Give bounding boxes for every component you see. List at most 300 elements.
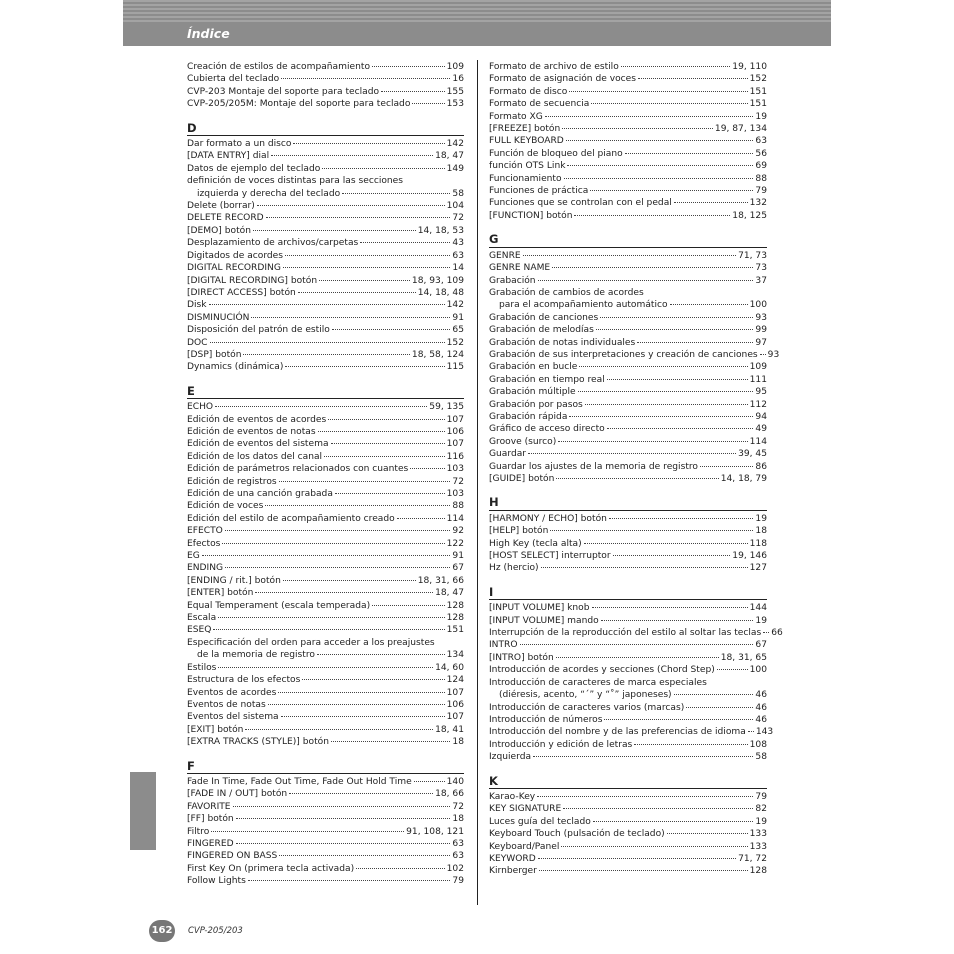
- entry-page-ref: 16: [452, 74, 464, 85]
- entry-term: Eventos del sistema: [187, 712, 279, 723]
- index-entry: [489, 374, 767, 386]
- dot-leader: [236, 843, 451, 844]
- dot-leader: [523, 255, 736, 256]
- index-entry: [489, 411, 767, 423]
- entry-term: Filtro: [187, 826, 210, 837]
- dot-leader: [607, 428, 754, 429]
- dot-leader: [218, 617, 444, 618]
- index-entry: [489, 602, 767, 614]
- entry-term: High Key (tecla alta): [489, 538, 582, 549]
- entry-term: [DEMO] botón: [187, 225, 251, 236]
- dot-leader: [569, 416, 753, 417]
- dot-leader: [569, 91, 747, 92]
- entry-term: Cubierta del teclado: [187, 74, 280, 85]
- dot-leader: [251, 317, 450, 318]
- entry-page-ref: 91: [452, 551, 464, 562]
- dot-leader: [218, 667, 433, 668]
- index-entry: [187, 525, 464, 537]
- dot-leader: [593, 821, 754, 822]
- section-letter-g: G: [489, 233, 767, 247]
- index-entry: [489, 436, 767, 448]
- dot-leader: [328, 419, 444, 420]
- entry-term: Eventos de acordes: [187, 687, 277, 698]
- entry-page-ref: 107: [446, 687, 464, 698]
- index-entry: Introducción de caracteres de marca especiales: [489, 677, 707, 688]
- index-entry: [489, 61, 767, 73]
- section-letter-e: E: [187, 385, 464, 399]
- index-entry: definición de voces distintas para las secciones: [187, 176, 404, 187]
- entry-page-ref: 18, 31, 66: [417, 575, 464, 586]
- entry-term: CVP-205/205M: Montaje del soporte para teclado: [187, 99, 411, 110]
- entry-page-ref: 86: [755, 461, 767, 472]
- entry-term: DOC: [187, 337, 208, 348]
- entry-page-ref: 46: [755, 702, 767, 713]
- entry-page-ref: 133: [749, 841, 767, 852]
- dot-leader: [748, 731, 754, 732]
- dot-leader: [556, 657, 719, 658]
- dot-leader: [331, 443, 445, 444]
- entry-page-ref: 58: [452, 188, 464, 199]
- index-entry: [489, 726, 774, 738]
- index-entry: [187, 813, 464, 825]
- index-entry: [187, 649, 464, 661]
- entry-term: FULL KEYBOARD: [489, 136, 564, 147]
- entry-term: [FUNCTION] botón: [489, 210, 573, 221]
- dot-leader: [562, 128, 713, 129]
- index-entry: [187, 312, 464, 324]
- entry-page-ref: 63: [755, 136, 767, 147]
- entry-term: DISMINUCIÓN: [187, 312, 250, 323]
- index-entry: [489, 399, 767, 411]
- entry-page-ref: 133: [749, 829, 767, 840]
- entry-term: Introducción del nombre y de las preferencias de idioma: [489, 727, 746, 738]
- dot-leader: [319, 280, 410, 281]
- index-entry: [489, 791, 767, 803]
- dot-leader: [331, 741, 450, 742]
- index-column-right: [489, 61, 783, 878]
- index-entry: [489, 816, 767, 828]
- section-letter-f: F: [187, 760, 464, 774]
- entry-page-ref: 106: [446, 426, 464, 437]
- entry-term: DIGITAL RECORDING: [187, 263, 281, 274]
- index-entry: [187, 699, 464, 711]
- dot-leader: [763, 632, 769, 633]
- entry-page-ref: 18, 31, 65: [720, 652, 767, 663]
- entry-term: izquierda y derecha del teclado: [197, 188, 341, 199]
- dot-leader: [265, 505, 450, 506]
- entry-term: Dynamics (dinámica): [187, 362, 284, 373]
- index-entry: [187, 426, 464, 438]
- entry-page-ref: 94: [755, 411, 767, 422]
- entry-term: Delete (borrar): [187, 201, 255, 212]
- index-entry: [187, 662, 464, 674]
- page-header: [123, 0, 831, 46]
- entry-page-ref: 124: [446, 675, 464, 686]
- entry-page-ref: 58: [755, 752, 767, 763]
- index-entry: [187, 163, 464, 175]
- entry-term: Grabación: [489, 275, 536, 286]
- entry-term: Funciones que se controlan con el pedal: [489, 198, 672, 209]
- dot-leader: [266, 217, 451, 218]
- entry-term: Grabación de sus interpretaciones y creación de canciones: [489, 349, 758, 360]
- dot-leader: [717, 669, 748, 670]
- index-entry: [187, 711, 464, 723]
- entry-page-ref: 19: [755, 615, 767, 626]
- entry-page-ref: 104: [446, 201, 464, 212]
- dot-leader: [211, 831, 404, 832]
- entry-page-ref: 116: [446, 451, 464, 462]
- entry-page-ref: 128: [749, 866, 767, 877]
- index-entry: [187, 337, 464, 349]
- entry-term: Grabación rápida: [489, 411, 568, 422]
- entry-term: Edición de registros: [187, 476, 277, 487]
- entry-term: [INPUT VOLUME] knob: [489, 603, 590, 614]
- entry-page-ref: 39, 45: [738, 449, 767, 460]
- entry-page-ref: 143: [755, 727, 774, 738]
- index-entry: [489, 361, 767, 373]
- entry-page-ref: 107: [446, 414, 464, 425]
- index-entry: [489, 714, 767, 726]
- entry-term: DELETE RECORD: [187, 213, 264, 224]
- index-entry: [489, 739, 767, 751]
- entry-page-ref: 67: [452, 563, 464, 574]
- dot-leader: [289, 793, 433, 794]
- entry-page-ref: 142: [446, 139, 464, 150]
- entry-term: Edición de los datos del canal: [187, 451, 323, 462]
- entry-page-ref: 72: [452, 476, 464, 487]
- entry-page-ref: 107: [446, 712, 464, 723]
- entry-page-ref: 88: [755, 173, 767, 184]
- index-entry: [187, 838, 464, 850]
- dot-leader: [760, 354, 766, 355]
- index-entry: [489, 197, 767, 209]
- entry-page-ref: 19, 110: [732, 62, 767, 72]
- entry-page-ref: 18, 47: [435, 151, 464, 162]
- column-divider: [477, 60, 478, 905]
- entry-term: [DIGITAL RECORDING] botón: [187, 275, 318, 286]
- entry-term: INTRO: [489, 640, 518, 651]
- index-entry: [489, 324, 767, 336]
- entry-term: Introducción de acordes y secciones (Chord Step): [489, 665, 715, 676]
- entry-term: Formato XG: [489, 111, 543, 122]
- entry-term: Karao-Key: [489, 791, 536, 802]
- entry-page-ref: 79: [755, 186, 767, 197]
- entry-term: Grabación en tiempo real: [489, 374, 605, 385]
- entry-page-ref: 134: [446, 650, 464, 661]
- index-entry: Grabación de cambios de acordes: [489, 287, 644, 298]
- entry-page-ref: 19, 87, 134: [714, 124, 767, 135]
- entry-term: [HOST SELECT] interruptor: [489, 551, 611, 562]
- entry-page-ref: 14, 18, 79: [720, 474, 767, 484]
- dot-leader: [585, 404, 748, 405]
- entry-page-ref: 71, 72: [738, 853, 767, 864]
- index-entry: [187, 776, 464, 788]
- dot-leader: [278, 692, 444, 693]
- entry-term: Grabación de canciones: [489, 312, 599, 323]
- entry-page-ref: 115: [446, 362, 464, 373]
- index-entry: [187, 463, 464, 475]
- entry-page-ref: 109: [749, 362, 767, 373]
- entry-page-ref: 107: [446, 439, 464, 450]
- index-entry: [489, 386, 767, 398]
- dot-leader: [686, 707, 753, 708]
- entry-term: (diéresis, acento, “ˊ” y “˚” japoneses): [499, 690, 672, 701]
- index-entry: [489, 652, 767, 664]
- entry-term: FINGERED ON BASS: [187, 851, 278, 862]
- index-entry: [187, 538, 464, 550]
- index-entry: [187, 212, 464, 224]
- entry-term: Gráfico de acceso directo: [489, 424, 605, 435]
- entry-term: Edición de parámetros relacionados con cuantes: [187, 464, 409, 475]
- entry-term: Follow Lights: [187, 876, 246, 887]
- index-entry: [489, 689, 767, 701]
- index-entry: [187, 550, 464, 562]
- index-entry: [187, 61, 464, 73]
- entry-term: Digitados de acordes: [187, 250, 284, 261]
- entry-page-ref: 63: [452, 851, 464, 862]
- index-entry: [187, 438, 464, 450]
- entry-term: Datos de ejemplo del teclado: [187, 163, 321, 174]
- entry-page-ref: 59, 135: [429, 402, 464, 413]
- dot-leader: [563, 808, 753, 809]
- dot-leader: [520, 644, 754, 645]
- entry-term: [DSP] botón: [187, 349, 242, 360]
- entry-page-ref: 63: [452, 838, 464, 849]
- entry-page-ref: 66: [771, 628, 783, 639]
- dot-leader: [533, 756, 753, 757]
- entry-term: FAVORITE: [187, 801, 231, 812]
- entry-page-ref: 103: [446, 489, 464, 499]
- entry-term: [FADE IN / OUT] botón: [187, 789, 288, 800]
- entry-page-ref: 67: [755, 640, 767, 651]
- entry-term: Edición de eventos del sistema: [187, 439, 329, 450]
- entry-page-ref: 102: [446, 863, 464, 874]
- index-entry: [489, 262, 767, 274]
- index-entry: [489, 299, 767, 311]
- dot-leader: [574, 215, 730, 216]
- dot-leader: [674, 202, 748, 203]
- dot-leader: [596, 329, 754, 330]
- entry-term: Grabación de notas individuales: [489, 337, 636, 348]
- index-entry: [489, 538, 767, 550]
- index-entry: [489, 135, 767, 147]
- dot-leader: [243, 354, 409, 355]
- entry-page-ref: 19: [755, 816, 767, 827]
- dot-leader: [600, 317, 753, 318]
- entry-page-ref: 18, 41: [435, 724, 464, 735]
- index-entry: [187, 562, 464, 574]
- index-entry: [187, 687, 464, 699]
- entry-page-ref: 19, 146: [732, 551, 767, 562]
- index-entry: [489, 98, 767, 110]
- dot-leader: [356, 868, 445, 869]
- entry-term: Grabación por pasos: [489, 399, 583, 410]
- index-entry: [187, 225, 464, 237]
- index-entry: [187, 451, 464, 463]
- index-entry: [489, 853, 767, 865]
- entry-page-ref: 151: [446, 625, 464, 636]
- entry-term: Groove (surco): [489, 436, 557, 447]
- entry-page-ref: 93: [755, 312, 767, 323]
- index-entry: [187, 674, 464, 686]
- entry-page-ref: 108: [749, 739, 767, 750]
- entry-term: función OTS Link: [489, 161, 566, 172]
- dot-leader: [667, 833, 748, 834]
- entry-term: Disk: [187, 300, 207, 311]
- entry-term: Función de bloqueo del piano: [489, 148, 623, 159]
- entry-page-ref: 91, 108, 121: [406, 826, 464, 837]
- dot-leader: [225, 567, 450, 568]
- entry-page-ref: 100: [749, 300, 767, 311]
- entry-term: [FREEZE] botón: [489, 124, 561, 135]
- index-entry: [187, 262, 464, 274]
- dot-leader: [209, 304, 445, 305]
- entry-term: Disposición del patrón de estilo: [187, 325, 330, 336]
- index-entry: [187, 349, 464, 361]
- dot-leader: [210, 342, 445, 343]
- dot-leader: [248, 880, 451, 881]
- entry-term: [INTRO] botón: [489, 652, 554, 663]
- entry-page-ref: 153: [446, 99, 464, 110]
- entry-page-ref: 151: [749, 86, 767, 97]
- dot-leader: [674, 694, 754, 695]
- dot-leader: [257, 205, 445, 206]
- entry-page-ref: 14, 18, 53: [417, 225, 464, 236]
- dot-leader: [236, 818, 451, 819]
- dot-leader: [670, 304, 748, 305]
- index-entry: [489, 337, 767, 349]
- dot-leader: [215, 406, 427, 407]
- entry-page-ref: 144: [749, 603, 767, 614]
- entry-term: [HELP] botón: [489, 526, 549, 537]
- dot-leader: [566, 140, 754, 141]
- dot-leader: [335, 493, 445, 494]
- entry-page-ref: 109: [446, 62, 464, 72]
- index-entry: [489, 627, 783, 639]
- entry-term: Edición de voces: [187, 501, 264, 512]
- index-entry: [489, 841, 767, 853]
- entry-term: [EXIT] botón: [187, 724, 244, 735]
- index-entry: [489, 525, 767, 537]
- dot-leader: [528, 453, 736, 454]
- entry-page-ref: 71, 73: [738, 250, 767, 261]
- entry-term: [DATA ENTRY] dial: [187, 151, 270, 162]
- index-entry: [489, 312, 767, 324]
- index-entry: [489, 550, 767, 562]
- index-entry: [489, 423, 767, 435]
- entry-term: GENRE: [489, 250, 521, 261]
- entry-page-ref: 14: [452, 263, 464, 274]
- entry-term: para el acompañamiento automático: [499, 300, 668, 311]
- index-entry: [489, 803, 767, 815]
- dot-leader: [700, 466, 753, 467]
- dot-leader: [625, 153, 754, 154]
- dot-leader: [604, 719, 753, 720]
- entry-term: Hz (hercio): [489, 563, 539, 574]
- index-entry: [489, 160, 767, 172]
- dot-leader: [578, 391, 754, 392]
- section-letter-h: H: [489, 496, 767, 510]
- entry-page-ref: 18, 125: [732, 210, 767, 221]
- entry-term: [FF] botón: [187, 814, 234, 825]
- entry-page-ref: 18, 58, 124: [411, 349, 464, 360]
- index-entry: [187, 488, 464, 500]
- index-entry: [187, 500, 464, 512]
- model-name: CVP-205/203: [188, 926, 243, 936]
- index-entry: [187, 324, 464, 336]
- entry-term: Formato de asignación de voces: [489, 74, 636, 85]
- dot-leader: [545, 116, 754, 117]
- index-column-left: [187, 61, 464, 888]
- entry-page-ref: 46: [755, 714, 767, 725]
- entry-term: Desplazamiento de archivos/carpetas: [187, 238, 359, 249]
- dot-leader: [621, 66, 731, 67]
- index-entry: [187, 575, 464, 587]
- dot-leader: [225, 530, 451, 531]
- dot-leader: [324, 456, 445, 457]
- dot-leader: [285, 255, 450, 256]
- index-entry: [187, 73, 464, 85]
- index-entry: [187, 513, 464, 525]
- entry-term: Kirnberger: [489, 866, 537, 877]
- entry-page-ref: 152: [749, 74, 767, 85]
- dot-leader: [281, 78, 450, 79]
- entry-page-ref: 72: [452, 801, 464, 812]
- entry-page-ref: 18: [452, 814, 464, 825]
- index-entry: [187, 612, 464, 624]
- entry-page-ref: 118: [749, 538, 767, 549]
- dot-leader: [332, 329, 451, 330]
- dot-leader: [552, 267, 753, 268]
- entry-page-ref: 82: [755, 804, 767, 815]
- section-letter-i: I: [489, 586, 767, 600]
- dot-leader: [592, 607, 748, 608]
- entry-term: Edición del estilo de acompañamiento creado: [187, 513, 395, 524]
- entry-page-ref: 69: [755, 161, 767, 172]
- entry-term: Introducción de caracteres varios (marcas): [489, 702, 685, 713]
- dot-leader: [634, 744, 747, 745]
- dot-leader: [283, 580, 416, 581]
- index-entry: [187, 287, 464, 299]
- dot-leader: [293, 143, 444, 144]
- dot-leader: [538, 280, 754, 281]
- entry-page-ref: 140: [446, 776, 464, 787]
- dot-leader: [564, 178, 754, 179]
- dot-leader: [271, 155, 433, 156]
- entry-page-ref: 43: [452, 238, 464, 249]
- index-entry: [187, 138, 464, 150]
- dot-leader: [253, 230, 416, 231]
- entry-page-ref: 72: [452, 213, 464, 224]
- entry-term: Formato de secuencia: [489, 99, 590, 110]
- index-entry: [187, 600, 464, 612]
- index-entry: [489, 173, 767, 185]
- entry-term: Guardar: [489, 449, 527, 460]
- index-entry: Especificación del orden para acceder a los preajustes: [187, 637, 435, 648]
- dot-leader: [601, 620, 754, 621]
- entry-term: GENRE NAME: [489, 263, 551, 274]
- dot-leader: [558, 441, 747, 442]
- dot-leader: [268, 704, 445, 705]
- dot-leader: [538, 858, 736, 859]
- index-entry: [489, 210, 767, 222]
- index-entry: [187, 275, 464, 287]
- entry-page-ref: 100: [749, 665, 767, 676]
- index-entry: [187, 724, 464, 736]
- entry-term: [GUIDE] botón: [489, 474, 555, 484]
- entry-term: KEYWORD: [489, 853, 536, 864]
- dot-leader: [372, 605, 445, 606]
